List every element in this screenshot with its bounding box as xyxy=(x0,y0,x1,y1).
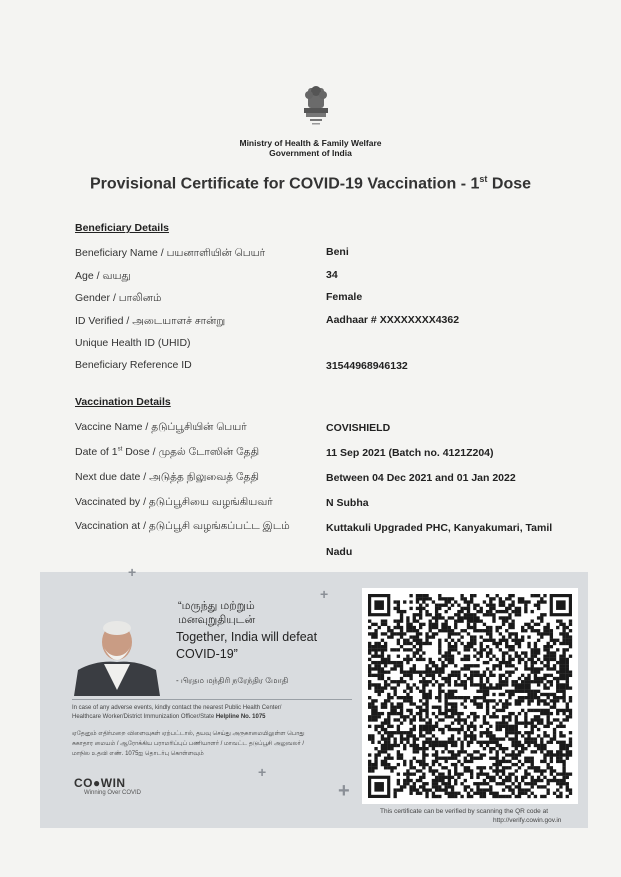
dose-date-label: Date of 1st Dose / முதல் டோஸின் தேதி xyxy=(75,446,260,458)
qr-verify-note: This certificate can be verified by scanning the QR code at xyxy=(380,808,549,815)
government-name: Government of India xyxy=(269,148,352,158)
contact-tamil-line3: மாநில உதவி எண். 1075ஐ தொடர்பு கொள்ளவும் xyxy=(72,751,204,757)
vaccinated-at-label: Vaccination at / தடுப்பூசி வழங்கப்பட்ட இடம் xyxy=(75,520,290,532)
vaccine-name-value: COVISHIELD xyxy=(326,422,391,434)
vaccine-name-label: Vaccine Name / தடுப்பூசியின் பெயர் xyxy=(75,421,247,433)
uhid-label: Unique Health ID (UHID) xyxy=(75,337,191,349)
qr-verify-url[interactable]: http://verify.cowin.gov.in xyxy=(493,817,562,824)
cowin-logo: CO●WIN xyxy=(74,776,126,790)
ministry-name: Ministry of Health & Family Welfare xyxy=(239,138,382,148)
vaccinated-at-value-line2: Nadu xyxy=(326,546,353,558)
plus-decor-icon: + xyxy=(128,564,137,580)
plus-decor-icon: + xyxy=(320,586,329,602)
reference-id-label: Beneficiary Reference ID xyxy=(75,359,192,371)
quote-tamil-line1: “மருந்து மற்றும் xyxy=(178,600,255,612)
cowin-tagline: Winning Over COVID xyxy=(84,790,142,796)
beneficiary-details-heading: Beneficiary Details xyxy=(75,222,169,234)
quote-tamil-line2: மனவுறுதியுடன் xyxy=(178,614,256,626)
next-due-value: Between 04 Dec 2021 and 01 Jan 2022 xyxy=(326,472,516,484)
contact-tamil-line2: சுகாதார மையம் / ஆரோக்கிய பராமரிப்புப் பணியாளர் / மாவட்ட தடுப்பூசி அலுவலர் / xyxy=(72,741,305,747)
vaccinated-by-value: N Subha xyxy=(326,497,369,509)
plus-decor-icon: + xyxy=(338,780,350,802)
gender-value: Female xyxy=(326,291,363,303)
certificate-title: Provisional Certificate for COVID-19 Vaccination - 1st Dose xyxy=(89,174,532,193)
age-label: Age / வயது xyxy=(75,270,131,282)
reference-id-value: 31544968946132 xyxy=(326,360,408,372)
banner-divider xyxy=(72,699,352,700)
quote-english-line2: COVID-19” xyxy=(176,647,238,661)
qr-code-icon[interactable] xyxy=(362,588,578,804)
plus-decor-icon: + xyxy=(258,764,267,780)
contact-line2: Healthcare Worker/District Immunization Officer/State Helpline No. 1075 xyxy=(72,714,266,720)
next-due-label: Next due date / அடுத்த நிலுவைத் தேதி xyxy=(75,471,259,483)
beneficiary-name-value: Beni xyxy=(326,246,349,258)
gender-label: Gender / பாலினம் xyxy=(75,292,162,304)
dose-date-value: 11 Sep 2021 (Batch no. 4121Z204) xyxy=(326,447,494,459)
vaccinated-at-value-line1: Kuttakuli Upgraded PHC, Kanyakumari, Tamil xyxy=(326,522,553,534)
beneficiary-name-label: Beneficiary Name / பயனாளியின் பெயர் xyxy=(75,247,266,259)
national-emblem-icon xyxy=(296,82,336,132)
quote-attribution: - பிரதம மந்திரி நரேந்திர மோதி xyxy=(176,676,289,685)
qr-code-container xyxy=(362,588,578,804)
contact-line1: In case of any adverse events, kindly contact the nearest Public Health Center/ xyxy=(72,705,282,711)
portrait-icon xyxy=(74,612,160,696)
id-verified-label: ID Verified / அடையாளச் சான்று xyxy=(75,315,226,327)
contact-tamil-line1: ஏதேனும் எதிர்மறை விளைவுகள் ஏற்பட்டால், தயவு செய்து அருகாமையிலுள்ள பொது xyxy=(72,731,305,737)
age-value: 34 xyxy=(326,269,338,281)
id-verified-value: Aadhaar # XXXXXXXX4362 xyxy=(326,314,460,326)
quote-english-line1: Together, India will defeat xyxy=(176,630,318,644)
vaccinated-by-label: Vaccinated by / தடுப்பூசியை வழங்கியவர் xyxy=(75,496,273,508)
vaccination-details-heading: Vaccination Details xyxy=(75,396,171,408)
